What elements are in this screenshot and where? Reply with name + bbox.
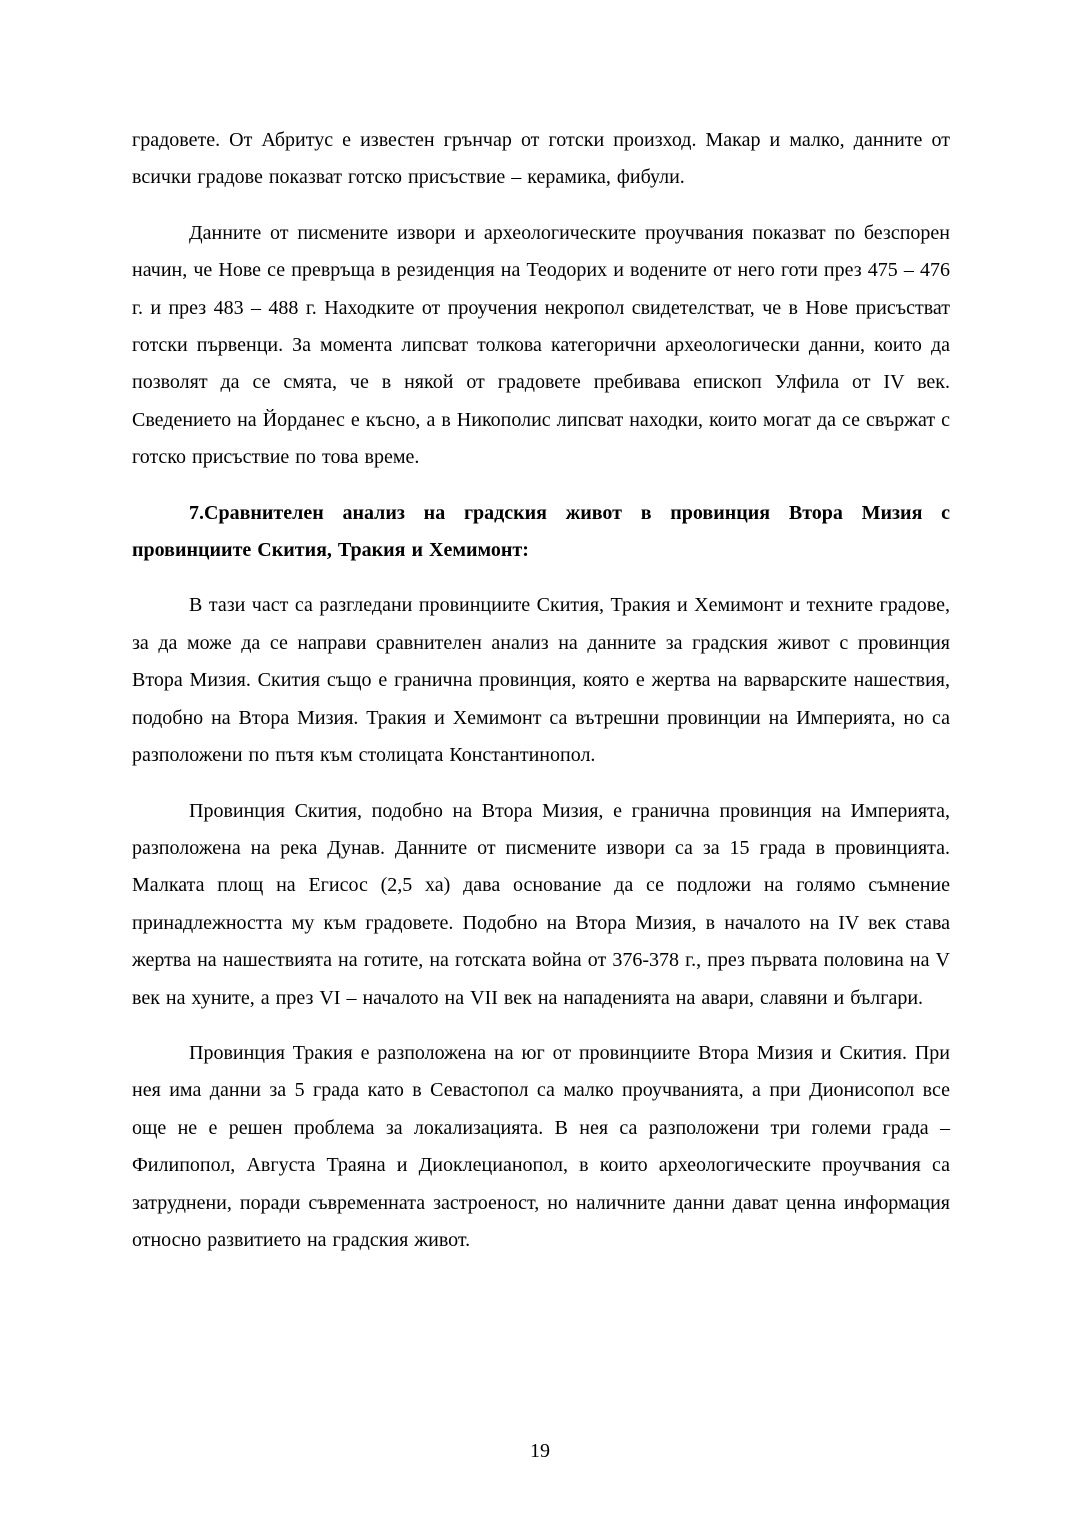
page-content bbox=[132, 122, 950, 1277]
paragraph-continuation: градовете. От Абритус е известен грънчар от готски произход. Макар и малко, данните от всички градове показват готско присъствие – керамика, фибули. bbox=[132, 129, 950, 189]
page-number: 19 bbox=[530, 1440, 550, 1462]
paragraph-comparative-intro: В тази част са разгледани провинциите Скития, Тракия и Хемимонт и техните градове, за да може да се направи сравнителен анализ на данните за градския живот с провинция Втора Мизия. Скития също е гранична провинция, която е жертва на варварските нашествия, подобно на Втора Мизия. Тракия и Хемимонт са вътрешни провинции на Империята, но са разположени по пътя към столицата Константинопол. bbox=[132, 594, 950, 767]
section-heading: 7.Сравнителен анализ на градския живот в провинция Втора Мизия с провинциите Скития, Тракия и Хемимонт: bbox=[132, 501, 950, 562]
paragraph-nove-gothic-presence: Данните от писмените извори и археологическите проучвания показват по безспорен начин, че Нове се превръща в резиденция на Теодорих и водените от него готи през 475 – 476 г. и през 483 – 488 г. Находките от проучения некропол свидетелстват, че в Нове присъстват готски първенци. За момента липсват толкова категорични археологически данни, които да позволят да се смята, че в някой от градовете пребивава епископ Улфила от IV век. Сведението на Йорданес е късно, а в Никополис липсват находки, които могат да се свържат с готско присъствие по това време. bbox=[132, 221, 950, 469]
paragraph-province-scythia: Провинция Скития, подобно на Втора Мизия, е гранична провинция на Империята, разположена на река Дунав. Данните от писмените извори са за 15 града в провинцията. Малката площ на Егисос (2,5 ха) дава основание да се подложи на голямо съмнение принадлежността му към градовете. Подобно на Втора Мизия, в началото на IV век става жертва на нашествията на готите, на готската война от 376-378 г., през първата половина на V век на хуните, а през VI – началото на VII век на нападенията на авари, славяни и българи. bbox=[132, 799, 950, 1009]
paragraph-province-thracia: Провинция Тракия е разположена на юг от провинциите Втора Мизия и Скития. При нея има данни за 5 града като в Севастопол са малко проучванията, а при Дионисопол все още не е решен проблема за локализацията. В нея са разположени три големи града – Филипопол, Августа Траяна и Диоклецианопол, в които археологическите проучвания са затруднени, поради съвременната застроеност, но наличните данни дават ценна информация относно развитието на градския живот. bbox=[132, 1041, 950, 1251]
